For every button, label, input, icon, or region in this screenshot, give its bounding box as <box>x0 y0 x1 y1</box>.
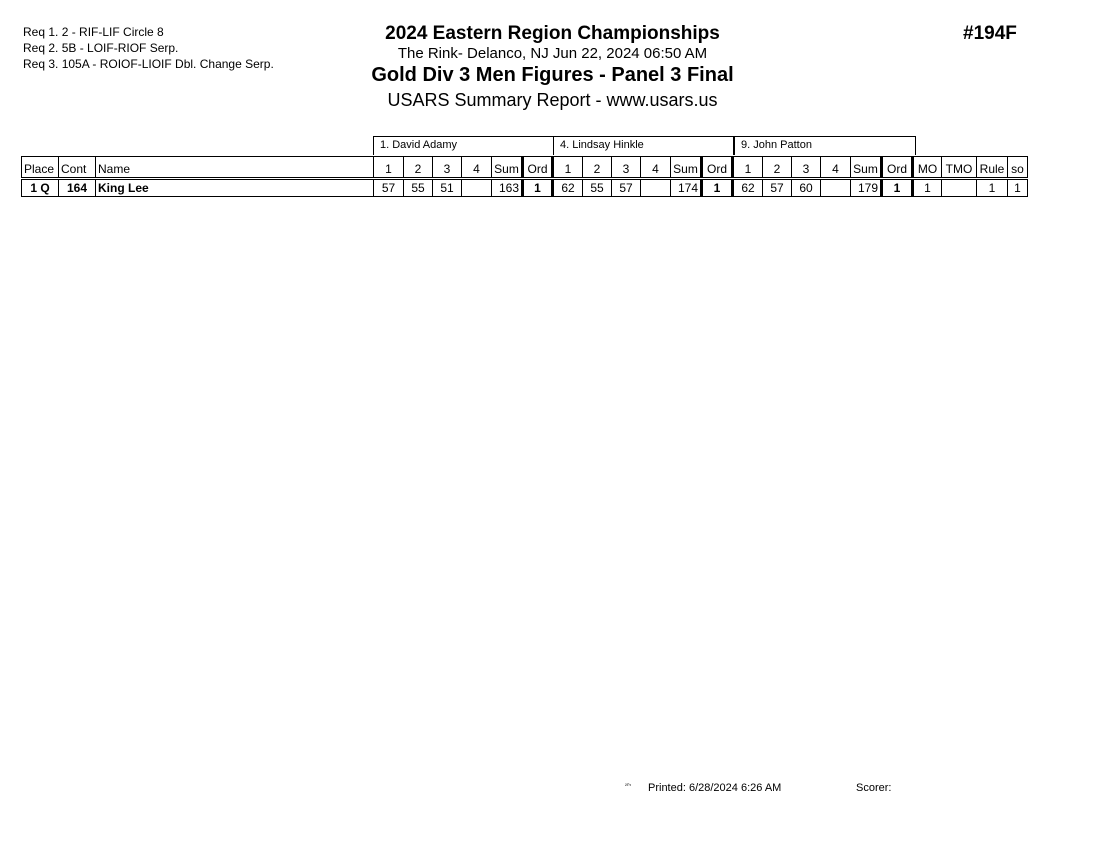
event-number: #194F <box>963 23 1017 44</box>
j2-score-3: 57 <box>612 179 641 197</box>
col-name: Name <box>96 157 374 179</box>
j3-score-4 <box>821 179 851 197</box>
j1-ordinal: 1 <box>523 179 553 197</box>
cont-cell: 164 <box>59 179 96 197</box>
header-row <box>22 157 1028 179</box>
j2-score-4 <box>641 179 671 197</box>
col-j2-s1: 1 <box>553 157 583 179</box>
j3-sum: 179 <box>851 179 882 197</box>
j2-sum: 174 <box>671 179 702 197</box>
j3-ordinal: 1 <box>882 179 913 197</box>
scorer-label: Scorer: <box>856 782 892 794</box>
col-j1-s4: 4 <box>462 157 492 179</box>
col-j1-sum: Sum <box>492 157 523 179</box>
col-mo: MO <box>913 157 942 179</box>
judge-1-header: 1. David Adamy <box>373 136 554 155</box>
col-tmo: TMO <box>942 157 977 179</box>
j3-score-1: 62 <box>733 179 763 197</box>
j2-ordinal: 1 <box>702 179 733 197</box>
tmo-cell <box>942 179 977 197</box>
j3-score-2: 57 <box>763 179 792 197</box>
j1-score-4 <box>462 179 492 197</box>
j1-sum: 163 <box>492 179 523 197</box>
col-j2-s2: 2 <box>583 157 612 179</box>
footer-code: ²³'⁵ <box>625 783 632 789</box>
col-rule: Rule <box>977 157 1008 179</box>
printed-timestamp: Printed: 6/28/2024 6:26 AM <box>648 782 782 794</box>
col-j2-sum: Sum <box>671 157 702 179</box>
so-cell: 1 <box>1008 179 1028 197</box>
requirement-1: Req 1. 2 - RIF-LIF Circle 8 <box>23 25 164 39</box>
col-j3-s4: 4 <box>821 157 851 179</box>
col-j3-sum: Sum <box>851 157 882 179</box>
report-name: USARS Summary Report - www.usars.us <box>387 90 718 110</box>
col-j3-s1: 1 <box>733 157 763 179</box>
col-j1-s1: 1 <box>374 157 404 179</box>
j1-score-3: 51 <box>433 179 462 197</box>
col-j1-ord: Ord <box>523 157 553 179</box>
col-j3-s2: 2 <box>763 157 792 179</box>
j2-score-1: 62 <box>553 179 583 197</box>
mo-cell: 1 <box>913 179 942 197</box>
col-j1-s3: 3 <box>433 157 462 179</box>
j1-score-1: 57 <box>374 179 404 197</box>
requirement-2: Req 2. 5B - LOIF-RIOF Serp. <box>23 41 179 55</box>
col-j3-ord: Ord <box>882 157 913 179</box>
judge-2-header: 4. Lindsay Hinkle <box>553 136 734 155</box>
j1-score-2: 55 <box>404 179 433 197</box>
place-cell: 1 Q <box>22 179 59 197</box>
j3-score-3: 60 <box>792 179 821 197</box>
col-j2-ord: Ord <box>702 157 733 179</box>
j2-score-2: 55 <box>583 179 612 197</box>
col-j3-s3: 3 <box>792 157 821 179</box>
col-place: Place <box>22 157 59 179</box>
col-j2-s3: 3 <box>612 157 641 179</box>
judge-3-header: 9. John Patton <box>734 136 916 155</box>
col-so: so <box>1008 157 1028 179</box>
col-j2-s4: 4 <box>641 157 671 179</box>
col-j1-s2: 2 <box>404 157 433 179</box>
requirement-3: Req 3. 105A - ROIOF-LIOIF Dbl. Change Serp. <box>23 57 274 71</box>
venue-datetime: The Rink- Delanco, NJ Jun 22, 2024 06:50 AM <box>397 45 708 62</box>
event-name: Gold Div 3 Men Figures - Panel 3 Final <box>371 64 734 86</box>
rule-cell: 1 <box>977 179 1008 197</box>
competition-title: 2024 Eastern Region Championships <box>385 23 720 44</box>
results-table <box>21 156 1028 197</box>
table-row <box>22 179 1028 197</box>
col-cont: Cont <box>59 157 96 179</box>
name-cell: King Lee <box>96 179 374 197</box>
